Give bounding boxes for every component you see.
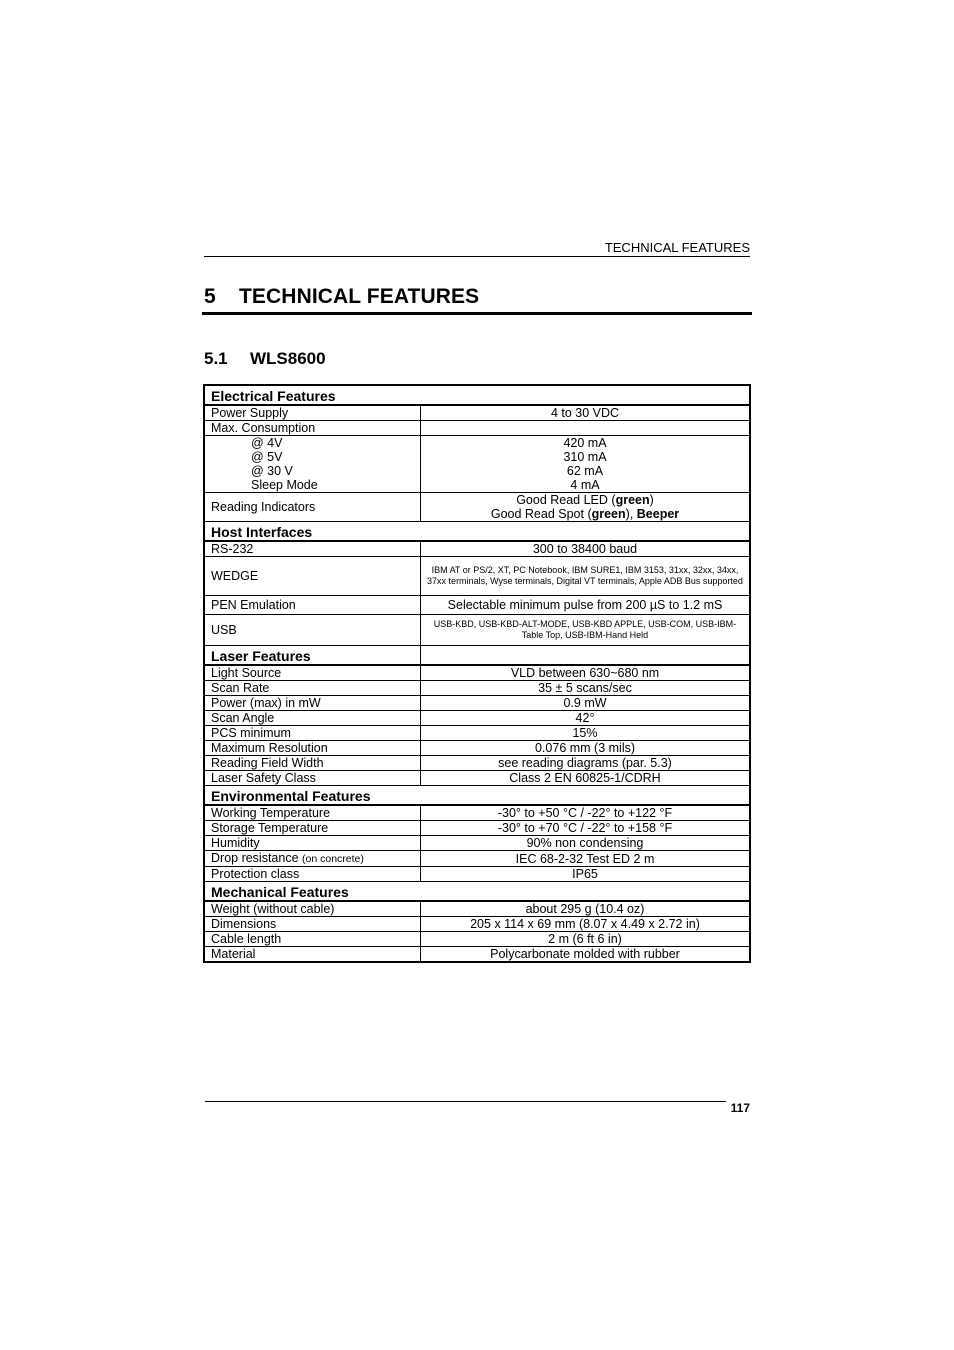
table-row <box>204 405 750 421</box>
row-value <box>421 436 751 493</box>
group-header-environmental <box>204 786 750 806</box>
row-value: 205 x 114 x 69 mm (8.07 x 4.49 x 2.72 in) <box>421 917 751 932</box>
indicator-line-1 <box>427 493 743 507</box>
table-row <box>204 771 750 786</box>
row-label: Working Temperature <box>204 805 421 821</box>
row-value: Class 2 EN 60825-1/CDRH <box>421 771 751 786</box>
row-value: about 295 g (10.4 oz) <box>421 901 751 917</box>
consumption-label: Sleep Mode <box>251 478 318 492</box>
row-label: USB <box>204 615 421 646</box>
group-heading: Laser Features <box>204 646 421 666</box>
row-value <box>421 493 751 522</box>
table-row <box>204 541 750 557</box>
row-value: -30° to +70 °C / -22° to +158 °F <box>421 821 751 836</box>
row-label: Protection class <box>204 867 421 882</box>
table-row <box>204 696 750 711</box>
row-value <box>421 421 751 436</box>
table-row <box>204 726 750 741</box>
group-header-laser <box>204 646 750 666</box>
drop-note: (on concrete) <box>302 853 364 865</box>
row-label: Storage Temperature <box>204 821 421 836</box>
table-row <box>204 493 750 522</box>
row-label: PCS minimum <box>204 726 421 741</box>
row-label: Maximum Resolution <box>204 741 421 756</box>
indicator-text: Good Read LED ( <box>516 493 616 507</box>
indicator-line-2 <box>427 507 743 521</box>
row-label: Reading Indicators <box>204 493 421 522</box>
row-label: Power Supply <box>204 405 421 421</box>
table-row <box>204 596 750 615</box>
table-row <box>204 821 750 836</box>
row-label: RS-232 <box>204 541 421 557</box>
indicator-text: ) <box>649 493 654 507</box>
table-row <box>204 421 750 436</box>
table-row <box>204 947 750 963</box>
group-header-electrical <box>204 385 750 405</box>
consumption-value: 62 mA <box>566 464 604 478</box>
table-row <box>204 867 750 882</box>
consumption-label: @ 30 V <box>251 464 293 478</box>
table-row <box>204 711 750 726</box>
table-row <box>204 557 750 596</box>
header-divider <box>204 256 750 257</box>
indicator-color: green <box>591 507 626 521</box>
drop-label: Drop resistance <box>211 851 299 865</box>
row-label: Humidity <box>204 836 421 851</box>
row-label: PEN Emulation <box>204 596 421 615</box>
chapter-divider <box>202 312 752 315</box>
table-row <box>204 851 750 867</box>
row-value: 4 to 30 VDC <box>421 405 751 421</box>
row-label: WEDGE <box>204 557 421 596</box>
table-row <box>204 741 750 756</box>
table-row <box>204 615 750 646</box>
group-heading: Host Interfaces <box>204 522 750 542</box>
row-value: 300 to 38400 baud <box>421 541 751 557</box>
group-header-host <box>204 522 750 542</box>
row-value: Polycarbonate molded with rubber <box>421 947 751 963</box>
row-label: Laser Safety Class <box>204 771 421 786</box>
group-heading-empty <box>421 646 751 666</box>
row-value: 0.9 mW <box>421 696 751 711</box>
row-value: IBM AT or PS/2, XT, PC Notebook, IBM SURE1, IBM 3153, 31xx, 32xx, 34xx, 37xx terminals, Wyse terminals, Digital VT terminals, Apple ADB Bus supported <box>421 557 751 596</box>
group-heading: Mechanical Features <box>204 882 750 902</box>
section-number: 5.1 <box>204 349 228 368</box>
row-label: Power (max) in mW <box>204 696 421 711</box>
section-title <box>204 349 326 369</box>
row-label: Light Source <box>204 665 421 681</box>
row-value: 15% <box>421 726 751 741</box>
row-label: Scan Rate <box>204 681 421 696</box>
footer-divider <box>205 1101 726 1102</box>
row-value: 0.076 mm (3 mils) <box>421 741 751 756</box>
row-value: -30° to +50 °C / -22° to +122 °F <box>421 805 751 821</box>
table-row <box>204 681 750 696</box>
indicator-text: ), <box>625 507 637 521</box>
consumption-label: @ 4V <box>251 436 283 450</box>
row-value: USB-KBD, USB-KBD-ALT-MODE, USB-KBD APPLE, USB-COM, USB-IBM-Table Top, USB-IBM-Hand Held <box>421 615 751 646</box>
row-label: Material <box>204 947 421 963</box>
consumption-value: 4 mA <box>570 478 600 492</box>
row-value: IEC 68-2-32 Test ED 2 m <box>421 851 751 867</box>
group-heading: Environmental Features <box>204 786 750 806</box>
chapter-title-text: TECHNICAL FEATURES <box>239 285 480 308</box>
indicator-color: green <box>615 493 650 507</box>
row-label: Dimensions <box>204 917 421 932</box>
table-row <box>204 917 750 932</box>
row-value: 90% non condensing <box>421 836 751 851</box>
row-label: Scan Angle <box>204 711 421 726</box>
table-row <box>204 932 750 947</box>
table-row <box>204 436 750 493</box>
row-label <box>204 436 421 493</box>
table-row <box>204 665 750 681</box>
row-value: Selectable minimum pulse from 200 µS to 1.2 mS <box>421 596 751 615</box>
row-label: Cable length <box>204 932 421 947</box>
row-value: VLD between 630~680 nm <box>421 665 751 681</box>
chapter-title <box>204 285 479 309</box>
consumption-value: 420 mA <box>563 436 607 450</box>
consumption-label: @ 5V <box>251 450 283 464</box>
group-heading: Electrical Features <box>204 385 750 405</box>
table-row <box>204 901 750 917</box>
row-label <box>204 851 421 867</box>
table-row <box>204 756 750 771</box>
section-title-text: WLS8600 <box>250 349 326 368</box>
chapter-number: 5 <box>204 285 216 308</box>
group-header-mechanical <box>204 882 750 902</box>
running-header: TECHNICAL FEATURES <box>604 240 750 255</box>
row-value: IP65 <box>421 867 751 882</box>
row-label: Reading Field Width <box>204 756 421 771</box>
spec-table <box>203 384 751 963</box>
indicator-beeper: Beeper <box>636 507 680 521</box>
table-row <box>204 836 750 851</box>
row-value: 35 ± 5 scans/sec <box>421 681 751 696</box>
row-value: see reading diagrams (par. 5.3) <box>421 756 751 771</box>
row-value: 2 m (6 ft 6 in) <box>421 932 751 947</box>
row-label: Max. Consumption <box>204 421 421 436</box>
consumption-value: 310 mA <box>563 450 607 464</box>
table-row <box>204 805 750 821</box>
row-value: 42° <box>421 711 751 726</box>
indicator-text: Good Read Spot ( <box>490 507 592 521</box>
page-number: 117 <box>730 1101 750 1115</box>
row-label: Weight (without cable) <box>204 901 421 917</box>
